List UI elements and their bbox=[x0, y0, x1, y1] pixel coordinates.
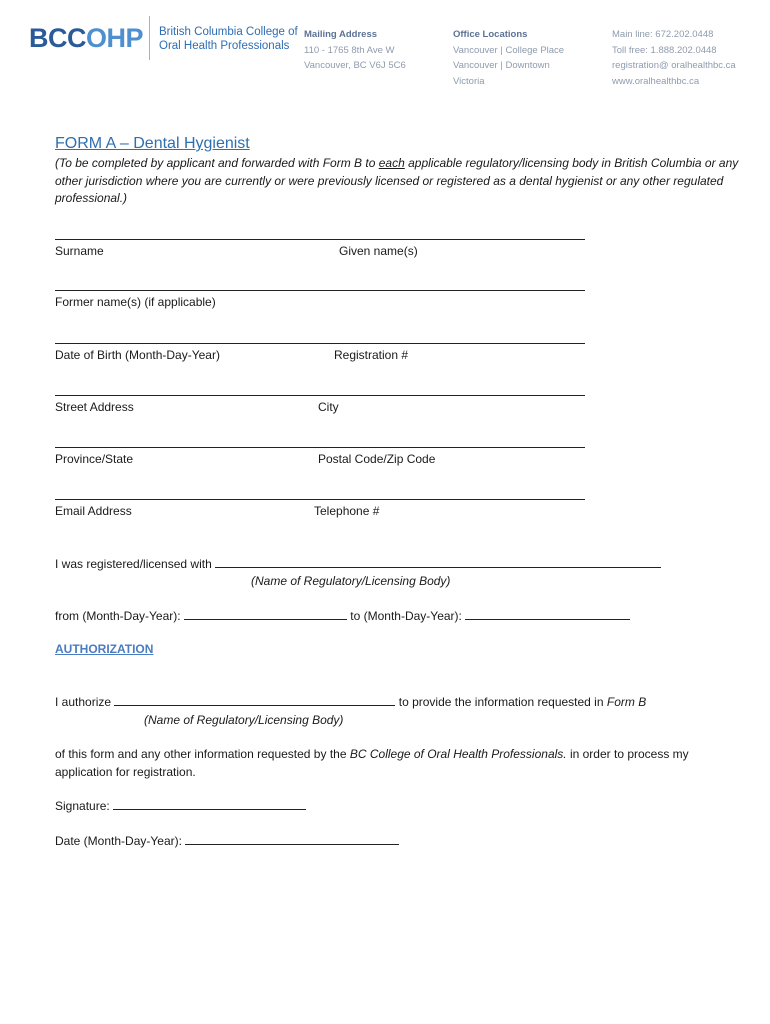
former-names-input-line[interactable] bbox=[55, 290, 585, 291]
email-label: Email Address bbox=[55, 504, 132, 518]
purpose-part-1: of this form and any other information requested by the bbox=[55, 747, 350, 761]
date-range-row bbox=[55, 607, 630, 626]
signature-row bbox=[55, 797, 306, 816]
signature-input[interactable] bbox=[113, 797, 306, 810]
address-input-line[interactable] bbox=[55, 395, 585, 396]
authorize-suffix: to provide the information requested in bbox=[398, 695, 604, 709]
authorized-body-caption: (Name of Regulatory/Licensing Body) bbox=[144, 713, 344, 727]
regulatory-body-input[interactable] bbox=[215, 555, 661, 568]
province-label: Province/State bbox=[55, 452, 134, 466]
city-label: City bbox=[318, 400, 339, 414]
dob-label: Date of Birth (Month-Day-Year) bbox=[55, 348, 220, 362]
mailing-address-line: 110 - 1765 8th Ave W bbox=[304, 44, 395, 56]
date-label: Date (Month-Day-Year): bbox=[55, 834, 182, 848]
form-instructions bbox=[55, 155, 745, 208]
registration-email-link[interactable]: registration@ oralhealthbc.ca bbox=[612, 60, 736, 71]
authorization-purpose bbox=[55, 746, 745, 781]
office-locations-title: Office Locations bbox=[453, 29, 528, 40]
form-title: FORM A – Dental Hygienist bbox=[55, 135, 250, 152]
office-locations-block bbox=[453, 27, 564, 89]
mailing-address-block bbox=[304, 27, 406, 74]
registered-with-row bbox=[55, 555, 661, 574]
to-date-label: to (Month-Day-Year): bbox=[350, 609, 462, 623]
instructions-part-2: applicable regulatory/licensing body in British Columbia or any other jurisdiction where you are currently or were previously licensed or registered as a dental hygienist or any other regulated professional.) bbox=[55, 156, 739, 205]
postal-code-label: Postal Code/Zip Code bbox=[318, 452, 436, 466]
office-location: Vancouver | College Place bbox=[453, 44, 565, 56]
logo-divider bbox=[149, 16, 150, 60]
logo-accent-text: OHP bbox=[86, 23, 144, 53]
former-names-label: Former name(s) (if applicable) bbox=[55, 295, 216, 309]
instructions-part-1: (To be completed by applicant and forwarded with Form B to bbox=[55, 156, 379, 170]
mailing-address-title: Mailing Address bbox=[304, 29, 378, 40]
from-date-label: from (Month-Day-Year): bbox=[55, 609, 181, 623]
given-names-label: Given name(s) bbox=[339, 244, 418, 258]
regulatory-body-caption: (Name of Regulatory/Licensing Body) bbox=[251, 574, 451, 588]
signature-label: Signature: bbox=[55, 799, 110, 813]
registered-with-label: I was registered/licensed with bbox=[55, 557, 212, 571]
contact-block bbox=[612, 27, 736, 89]
date-input[interactable] bbox=[185, 832, 399, 845]
college-name: BC College of Oral Health Professionals. bbox=[349, 747, 567, 761]
street-address-label: Street Address bbox=[55, 400, 134, 414]
college-logo bbox=[29, 22, 143, 54]
tagline-line-2: Oral Health Professionals bbox=[159, 40, 290, 52]
name-input-line[interactable] bbox=[55, 239, 585, 240]
telephone-label: Telephone # bbox=[314, 504, 380, 518]
authorize-row bbox=[55, 693, 646, 712]
authorize-form-reference: Form B bbox=[606, 695, 647, 709]
mailing-address-line: Vancouver, BC V6J 5C6 bbox=[304, 60, 406, 71]
instructions-emphasis: each bbox=[378, 156, 405, 170]
main-phone: Main line: 672.202.0448 bbox=[612, 29, 714, 40]
website-link[interactable]: www.oralhealthbc.ca bbox=[612, 75, 700, 87]
logo-main-text: BCC bbox=[29, 23, 86, 53]
from-date-input[interactable] bbox=[184, 607, 347, 620]
toll-free-phone: Toll free: 1.888.202.0448 bbox=[612, 44, 717, 56]
purpose-part-2: in order to process my application for registration. bbox=[55, 747, 689, 779]
logo-tagline bbox=[159, 25, 298, 53]
email-phone-input-line[interactable] bbox=[55, 499, 585, 500]
dob-registration-input-line[interactable] bbox=[55, 343, 585, 344]
authorization-heading: AUTHORIZATION bbox=[55, 642, 154, 656]
registration-number-label: Registration # bbox=[334, 348, 409, 362]
tagline-line-1: British Columbia College of bbox=[159, 26, 298, 38]
province-postal-input-line[interactable] bbox=[55, 447, 585, 448]
office-location: Victoria bbox=[453, 75, 485, 87]
to-date-input[interactable] bbox=[465, 607, 630, 620]
authorized-body-input[interactable] bbox=[114, 693, 395, 706]
surname-label: Surname bbox=[55, 244, 104, 258]
office-location: Vancouver | Downtown bbox=[453, 60, 550, 71]
date-row bbox=[55, 832, 399, 851]
authorize-prefix: I authorize bbox=[55, 695, 112, 709]
